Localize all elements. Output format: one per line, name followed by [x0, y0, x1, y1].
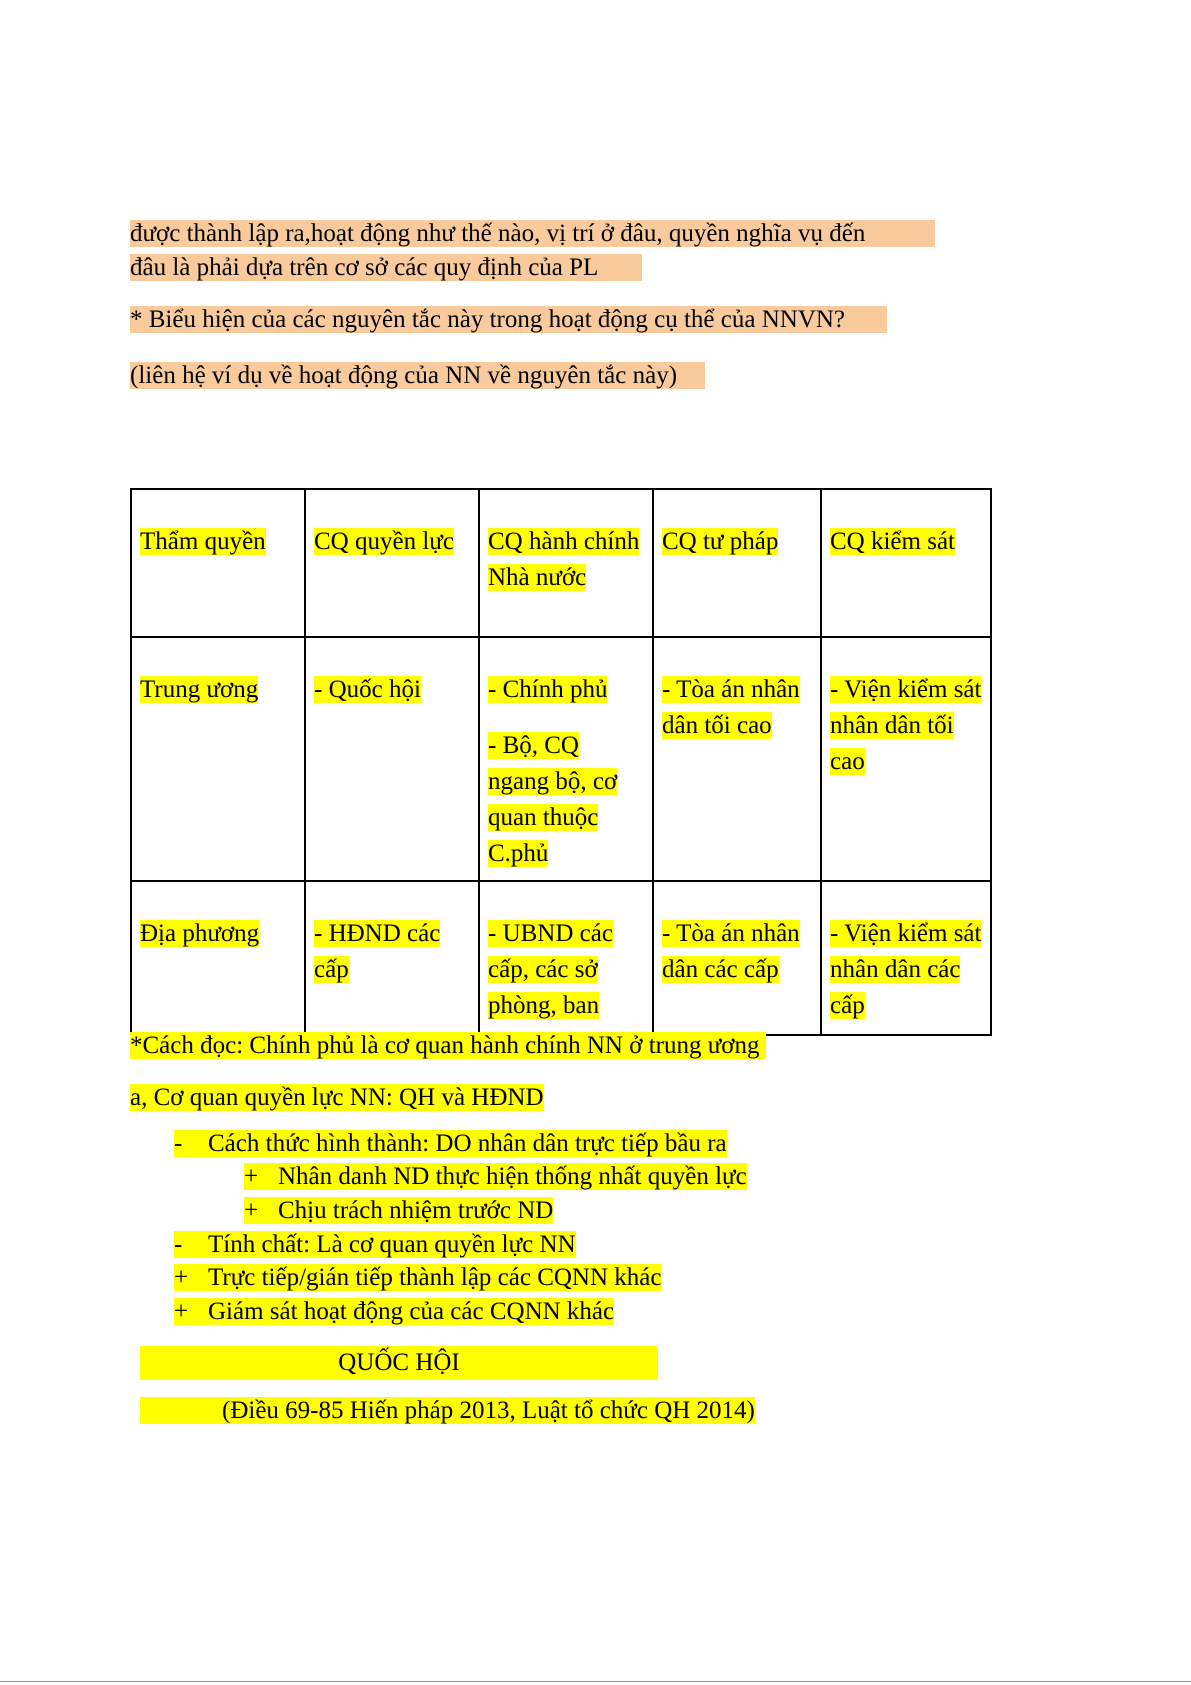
bullet-marker: +	[174, 1298, 189, 1325]
bullet-marker: -	[174, 1231, 183, 1258]
table-cell: - UBND các cấp, các sở phòng, ban	[479, 881, 653, 1035]
intro-line-2	[130, 252, 642, 284]
table-header-row	[131, 489, 991, 637]
page-edge	[0, 1681, 1191, 1682]
intro-text-1: được thành lập ra,hoạt động như thế nào, vị trí ở đâu, quyền nghĩa vụ đến	[130, 220, 935, 247]
heading-subtitle: (Điều 69-85 Hiến pháp 2013, Luật tổ chức QH 2014)	[140, 1397, 755, 1424]
list-item: - Tính chất: Là cơ quan quyền lực NN	[174, 1229, 576, 1261]
table-cell: Trung ương	[131, 637, 305, 881]
table-cell: - HĐND các cấp	[305, 881, 479, 1035]
reading-note-text: *Cách đọc: Chính phủ là cơ quan hành chính NN ở trung ương	[130, 1032, 766, 1059]
table-cell: Địa phương	[131, 881, 305, 1035]
table-cell: - Quốc hội	[305, 637, 479, 881]
authority-table	[130, 488, 992, 1036]
intro-line-1	[130, 218, 935, 250]
table-cell: - Viện kiểm sát nhân dân tối cao	[821, 637, 991, 881]
table-cell: - Chính phủ - Bộ, CQ ngang bộ, cơ quan thuộc C.phủ	[479, 637, 653, 881]
table-cell: - Viện kiểm sát nhân dân các cấp	[821, 881, 991, 1035]
intro-text-2: đâu là phải dựa trên cơ sở các quy định của PL	[130, 254, 642, 281]
section-heading	[140, 1346, 658, 1380]
question-line	[130, 304, 887, 336]
header-cell: CQ kiểm sát	[821, 489, 991, 637]
bullet-marker: +	[174, 1264, 189, 1291]
table-row	[131, 881, 991, 1035]
header-cell: CQ tư pháp	[653, 489, 821, 637]
question-text: * Biểu hiện của các nguyên tắc này trong hoạt động cụ thể của NNVN?	[130, 306, 887, 333]
section-a-title	[130, 1082, 544, 1114]
note-line	[130, 360, 705, 392]
list-item: + Giám sát hoạt động của các CQNN khác	[174, 1296, 614, 1328]
list-item: - Cách thức hình thành: DO nhân dân trực tiếp bầu ra	[174, 1128, 727, 1160]
bullet-marker: +	[244, 1163, 259, 1190]
list-item: + Trực tiếp/gián tiếp thành lập các CQNN khác	[174, 1262, 661, 1294]
header-cell: Thẩm quyền	[131, 489, 305, 637]
list-item: + Chịu trách nhiệm trước ND	[244, 1195, 553, 1227]
heading-title: QUỐC HỘI	[338, 1349, 460, 1376]
bullet-marker: +	[244, 1197, 259, 1224]
section-a-title-text: a, Cơ quan quyền lực NN: QH và HĐND	[130, 1084, 544, 1111]
table-row	[131, 637, 991, 881]
reading-note	[130, 1030, 766, 1062]
table-cell: - Tòa án nhân dân các cấp	[653, 881, 821, 1035]
table-cell: - Tòa án nhân dân tối cao	[653, 637, 821, 881]
note-text: (liên hệ ví dụ về hoạt động của NN về nguyên tắc này)	[130, 362, 705, 389]
header-cell: CQ quyền lực	[305, 489, 479, 637]
heading-subtitle-line	[140, 1395, 755, 1427]
list-item: + Nhân danh ND thực hiện thống nhất quyền lực	[244, 1161, 747, 1193]
header-cell: CQ hành chính Nhà nước	[479, 489, 653, 637]
bullet-marker: -	[174, 1130, 183, 1157]
